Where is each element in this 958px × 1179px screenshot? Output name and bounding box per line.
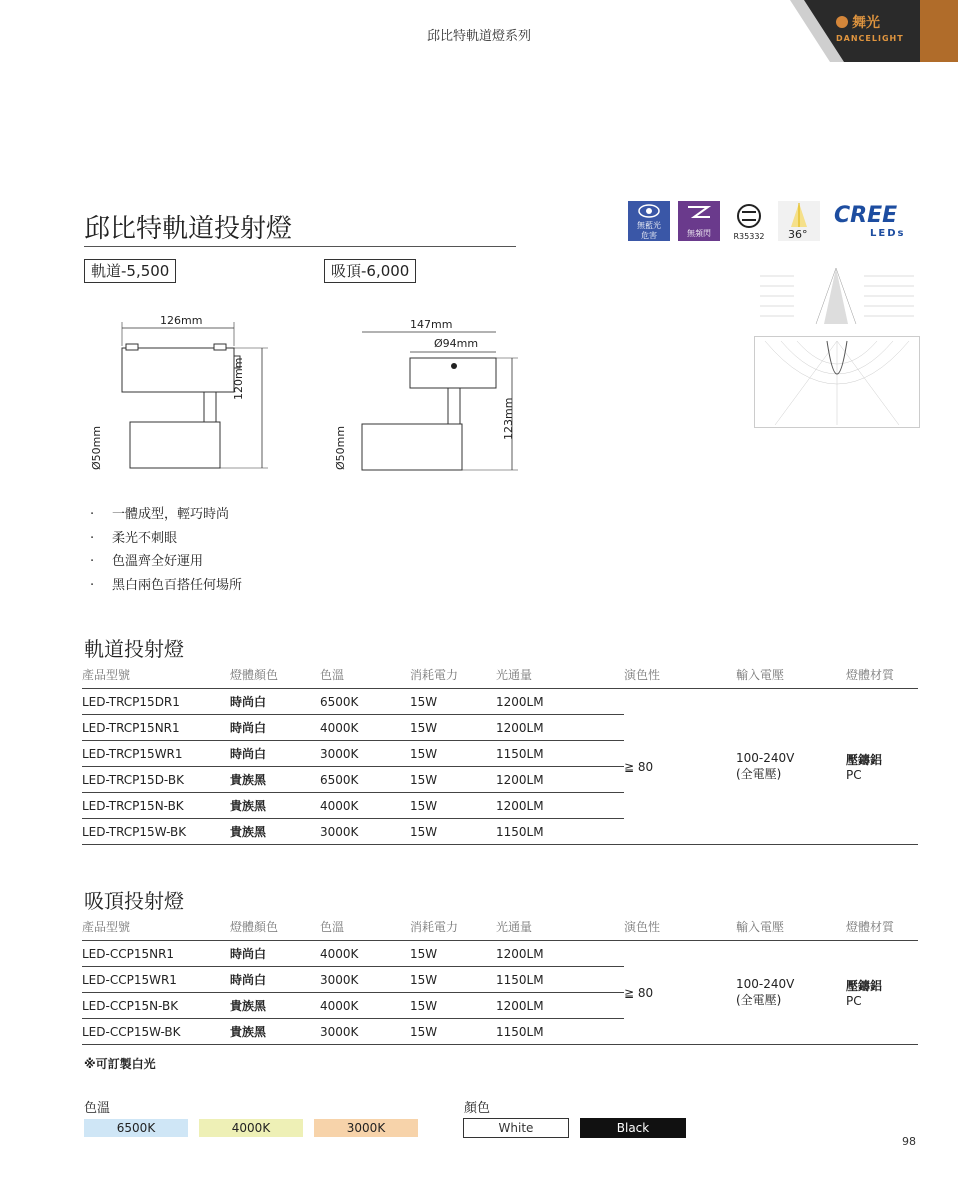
track-height-dim: 120mm [232,357,245,400]
swatch-6500k: 6500K [84,1119,188,1137]
track-dimension-drawing [84,310,284,480]
swatch-3000k: 3000K [314,1119,418,1137]
voltage-cell: 100-240V (全電壓) [736,689,846,845]
table-row: LED-TRCP15D-BK 貴族黑 6500K 15W 1200LM [82,767,918,793]
table-row: LED-CCP15WR1 時尚白 3000K 15W 1150LM [82,967,918,993]
feature-item: · 色溫齊全好運用 [90,554,204,569]
feature-item: · 一體成型，輕巧時尚 [90,507,230,522]
series-title: 邱比特軌道燈系列 [426,29,531,44]
table-header-row: 產品型號 燈體顏色 色溫 消耗電力 光通量 演色性 輸入電壓 燈體材質 [82,912,918,941]
no-flicker-label: 無頻閃 [687,229,711,238]
swatch-white: White [463,1118,569,1138]
track-price-label: 軌道-5,500 [84,259,176,283]
feature-item: · 柔光不刺眼 [90,530,178,546]
ceiling-width-dim: 147mm [410,318,453,331]
table-row: LED-CCP15N-BK 貴族黑 4000K 15W 1200LM [82,993,918,1019]
feature-item: · 黑白兩色百搭任何場所 [90,577,243,593]
logo-sub: DANCELIGHT [836,34,904,43]
table-row: LED-TRCP15WR1 時尚白 3000K 15W 1150LM [82,741,918,767]
ceiling-base-dim: Ø94mm [434,337,479,350]
feature-list [90,503,242,597]
track-section-title: 軌道投射燈 [84,637,184,661]
no-blue-light-line2: 危害 [641,231,657,240]
beam-angle-label: 36° [788,228,808,241]
table-row: LED-TRCP15W-BK 貴族黑 3000K 15W 1150LM [82,819,918,845]
title-divider [84,246,516,247]
table-row: LED-CCP15W-BK 貴族黑 3000K 15W 1150LM [82,1019,918,1045]
track-width-dim: 126mm [160,314,203,327]
track-dia-dim: Ø50mm [90,425,103,470]
voltage-cell: 100-240V (全電壓) [736,941,846,1045]
material-cell: 壓鑄鋁 PC [846,941,918,1045]
no-blue-light-line1: 無藍光 [637,221,661,230]
page-title: 邱比特軌道投射燈 [84,214,293,244]
table-row: LED-CCP15NR1 時尚白 4000K 15W 1200LM ≧ 80 100-240V (全電壓) 壓鑄鋁 PC [82,941,918,967]
table-row: LED-TRCP15N-BK 貴族黑 4000K 15W 1200LM [82,793,918,819]
page-number: 98 [902,1135,916,1148]
table-header-row: 產品型號 燈體顏色 色溫 消耗電力 光通量 演色性 輸入電壓 燈體材質 [82,660,918,689]
no-flicker-icon [678,201,720,241]
body-color-label: 顏色 [464,1101,491,1116]
ceiling-section-title: 吸頂投射燈 [84,889,184,913]
material-cell: 壓鑄鋁 PC [846,689,918,845]
cns-mark-icon [728,201,770,241]
table-row: LED-TRCP15DR1 時尚白 6500K 15W 1200LM ≧ 80 100-240V (全電壓) 壓鑄鋁 PC [82,689,918,715]
cri-cell: ≧ 80 [624,689,736,845]
table-row: LED-TRCP15NR1 時尚白 4000K 15W 1200LM [82,715,918,741]
custom-note: ※可訂製白光 [84,1057,156,1071]
cri-cell: ≧ 80 [624,941,736,1045]
no-blue-light-icon [628,201,670,241]
light-distribution-chart [754,262,918,332]
ceiling-height-dim: 123mm [502,397,515,440]
logo-name: 舞光 [852,15,880,31]
beam-angle-icon [778,201,820,241]
ceiling-dia-dim: Ø50mm [334,425,347,470]
color-temp-label: 色溫 [84,1101,111,1116]
cree-sub: LEDs [870,228,906,239]
ceiling-dimension-drawing [330,310,530,480]
brand-logo [790,0,958,62]
cree-logo: CREE [834,203,898,228]
polar-curve-chart [754,336,920,428]
ceiling-spec-table [82,912,918,1045]
swatch-black: Black [580,1118,686,1138]
cns-number: R35332 [733,232,765,241]
track-spec-table [82,660,918,845]
ceiling-price-label: 吸頂-6,000 [324,259,416,283]
swatch-4000k: 4000K [199,1119,303,1137]
